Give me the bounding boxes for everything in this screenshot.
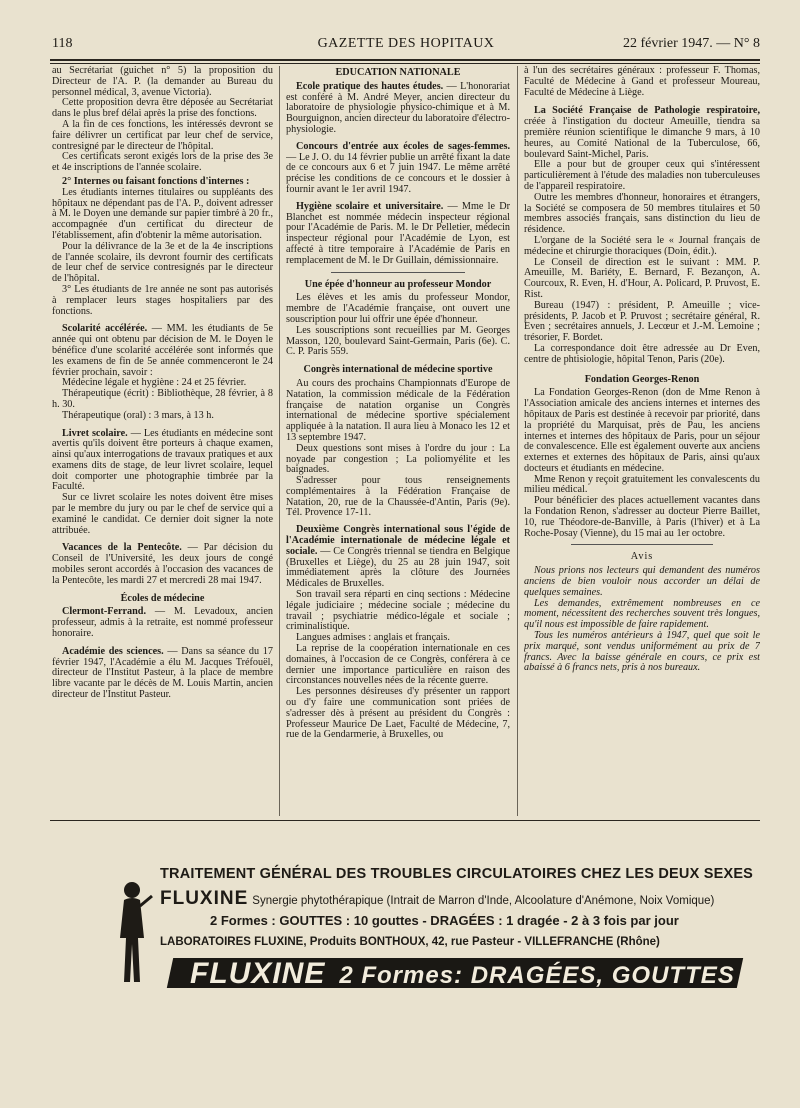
section-title: Écoles de médecine xyxy=(120,592,205,604)
news-item: Ecole pratique des hautes études. — L'honorariat est conféré à M. André Meyer, ancien directeur du laboratoire de physiologie physico-chimique et à M. Bourguignon, ancien directeur du laboratoire d'électro-physiologie. xyxy=(286,80,510,135)
column-divider xyxy=(517,66,518,816)
paragraph: Deux questions sont mises à l'ordre du jour : La noyade par congestion ; La poliomyélite et les baignades. xyxy=(286,442,510,476)
news-item: Deuxième Congrès international sous l'égide de l'Académie internationale de médecine légale et sociale. — Ce Congrès triennal se tiendra en Belgique (Bruxelles et Liège), du 25 au 28 juin 1947, soit immédiatement après la clôture des Journées Médicales de Bruxelles. xyxy=(286,524,510,590)
journal-title: GAZETTE DES HOPITAUX xyxy=(317,36,495,51)
section-heading: 2° Internes ou faisant fonctions d'internes : xyxy=(62,175,250,187)
paragraph: La correspondance doit être adressée au Dr Even, centre de phtisiologie, hôpital Tenon, Paris (20e). xyxy=(524,342,760,365)
column-2 xyxy=(286,66,510,818)
section-title: Une épée d'honneur au professeur Mondor xyxy=(304,278,492,290)
ad-headline: TRAITEMENT GÉNÉRAL DES TROUBLES CIRCULATOIRES CHEZ LES DEUX SEXES xyxy=(160,866,754,882)
paragraph: S'adresser pour tous renseignements complémentaires à la Fédération Française de Natation, 20, rue de la Chaussée-d'Antin, Paris (9e). Tél. Provence 17-11. xyxy=(286,475,510,519)
news-item: Livret scolaire. — Les étudiants en médecine sont avertis qu'ils doivent être porteurs à chaque examen, ainsi qu'aux interrogations de travaux pratiques et aux examens dits de stage, de leur livret scolaire, lequel doit comporter une photographie timbrée par la Faculté. xyxy=(52,427,273,493)
paragraph: 3° Les étudiants de 1re année ne sont pas autorisés à remplacer leurs stages hospitaliers par des fonctions. xyxy=(52,283,273,317)
paragraph: Le Conseil de direction est le suivant : MM. P. Ameuille, M. Bariéty, E. Bernard, F. Bezançon, A. Courcoux, R. Even, H. d'Hour, A. Policard, P. Pruvost, E. Rist. xyxy=(524,256,760,300)
header-rule-thin xyxy=(50,63,760,64)
paragraph: Pour bénéficier des places actuellement vacantes dans la Fondation Renon, s'adresser au docteur Pierre Baillet, 10, rue Théodore-de-Banville, à Paris (l'hiver) et à La Roche-Posay (Vienne), du 15 mai au 1er octobre. xyxy=(524,495,760,539)
paragraph: Les étudiants internes titulaires ou suppléants des hôpitaux ne dépendant pas de l'A. P., doivent adresser à M. le Doyen une demande sur papier timbré à 20 fr., accompagnée d'un certificat du directeur de l'établissement, afin d'obtenir la même autorisation. xyxy=(52,186,273,241)
notice-paragraph: Nous prions nos lecteurs qui demandent des numéros anciens de bien vouloir nous accorder un délai de quelques semaines. xyxy=(524,565,760,598)
paragraph: au Secrétariat (guichet n° 5) la proposition du Directeur de l'A. P. (la demander au Bureau du personnel médical, 3, avenue Victoria). xyxy=(52,66,273,98)
paragraph: Elle a pour but de grouper ceux qui s'intéressent particulièrement à l'étude des maladies non tuberculeuses de l'appareil respiratoire. xyxy=(524,159,760,192)
news-item: Scolarité accélérée. — MM. les étudiants de 5e année qui ont obtenu par décision de M. le Doyen le bénéfice d'une scolarité accélérée sont informés que les examens de fin de 5e année commenceront le 24 février prochain, savoir : xyxy=(52,323,273,378)
notice-paragraph: Tous les numéros antérieurs à 1947, quel que soit le prix marqué, sont vendus uniformément au prix de 7 francs. Avec la baisse générale en cours, ce prix est abaissé à 6 francs nets, pris à nos bureaux. xyxy=(524,630,760,674)
paragraph: Thérapeutique (oral) : 3 mars, à 13 h. xyxy=(62,409,214,421)
paragraph: Les personnes désireuses d'y présenter un rapport ou d'y faire une communication sont priées de s'adresser dès à présent au président du Congrès : Professeur Maurice De Laet, Faculté de Médecine, 7, rue de la Gendarmerie, à Bruxelles, ou xyxy=(286,686,510,741)
ad-laboratory: LABORATOIRES FLUXINE, Produits BONTHOUX, 42, rue Pasteur - VILLEFRANCHE (Rhône) xyxy=(160,936,660,948)
notice-paragraph: Les demandes, extrêmement nombreuses en ce moment, nécessitent des recherches souvent très longues, qu'il nous est impossible de faire rapidement. xyxy=(524,597,760,631)
section-title: Fondation Georges-Renon xyxy=(584,373,700,385)
separator xyxy=(571,544,713,545)
paragraph: Sur ce livret scolaire les notes doivent être mises par le membre du jury ou par le chef de service qui a examiné le candidat. Ce dernier doit signer la note attribuée. xyxy=(52,492,273,536)
news-item: Académie des sciences. — Dans sa séance du 17 février 1947, l'Académie a élu M. Jacques Tréfouël, directeur de l'Institut Pasteur, à la place de membre libre vacante par le décès de M. Louis Martin, ancien directeur de l'Institut Pasteur. xyxy=(52,645,273,701)
news-item: La Société Française de Pathologie respiratoire, créée à l'instigation du docteur Ameuille, tiendra sa première réunion scientifique le dimanche 9 mars, à 10 heures, au Comité National de la Tuberculose, 66, boulevard Saint-Michel, Paris. xyxy=(524,105,760,160)
paragraph: L'organe de la Société sera le « Journal français de médecine et chirurgie thoraciques (Doin, édit.). xyxy=(524,234,760,257)
news-item: Concours d'entrée aux écoles de sages-femmes. — Le J. O. du 14 février publie un arrêté fixant la date de ce concours aux 6 et 7 juin 1947. Le même arrêté précise les conditions de ce concours et le dossier à fournir avant le 1er avril 1947. xyxy=(286,140,510,195)
paragraph: Bureau (1947) : président, P. Ameuille ; vice-présidents, P. Jacob et P. Pruvost ; secrétaire général, R. Even ; secrétaires annuels, J. Lecœur et J.-M. Lemoine ; trésorier, F. Bordet. xyxy=(524,299,760,344)
paragraph: Les élèves et les amis du professeur Mondor, membre de l'Académie française, ont ouvert une souscription pour lui offrir une épée d'honneur. xyxy=(286,292,510,325)
paragraph: Langues admises : anglais et français. xyxy=(296,632,450,644)
ad-banner-brand: FLUXINE xyxy=(190,957,326,990)
paragraph: Les souscriptions sont recueillies par M. Georges Masson, 120, boulevard Saint-Germain, Paris (6e). C. C. P. Paris 559. xyxy=(286,324,510,358)
paragraph: Médecine légale et hygiène : 24 et 25 février. xyxy=(62,377,247,389)
page-number: 118 xyxy=(52,36,73,51)
issue-date: 22 février 1947. — N° 8 xyxy=(622,36,760,51)
fluxine-advertisement xyxy=(110,838,760,1008)
ad-composition: FLUXINE Synergie phytothérapique (Intrait de Marron d'Inde, Alcoolature d'Anémone, Noix Vomique) xyxy=(160,888,715,909)
paragraph: A la fin de ces fonctions, les intéressés devront se faire délivrer un certificat par leur chef de service, contresigné par le directeur de l'hôpital. xyxy=(52,118,273,152)
paragraph: Son travail sera réparti en cinq sections : Médecine légale judiciaire ; médecine sociale ; médecine du travail ; psychiatrie médico-légale et sociale ; criminalistique. xyxy=(286,589,510,633)
paragraph: Au cours des prochains Championnats d'Europe de Natation, la commission médicale de la Fédération française de natation organise un Congrès international de médecine sportive spécialement appliquée à la natation. Il aura lieu à Monaco les 12 et 13 septembre 1947. xyxy=(286,377,510,443)
news-item: Hygiène scolaire et universitaire. — Mme le Dr Blanchet est nommée médecin inspecteur régional pour l'Académie de Paris. M. le Dr Pelletier, médecin inspecteur régional pour l'Académie de Lyon, est affecté à titre temporaire à l'Académie de Paris en remplacement de M. le Dr Guillain, démissionnaire. xyxy=(286,200,510,266)
section-title: Avis xyxy=(630,551,654,563)
paragraph: Cette proposition devra être déposée au Secrétariat dans le plus bref délai après la prise des fonctions. xyxy=(52,97,273,120)
section-title: Congrès international de médecine sportive xyxy=(303,364,493,376)
paragraph: Ces certificats seront exigés lors de la prise des 3e et 4e inscriptions de l'année scolaire. xyxy=(52,151,273,174)
separator xyxy=(331,272,465,273)
page-header xyxy=(52,36,760,56)
paragraph: Mme Renon y reçoit gratuitement les convalescents du milieu médical. xyxy=(524,473,760,496)
footer-rule xyxy=(50,820,760,821)
paragraph: à l'un des secrétaires généraux : professeur F. Thomas, Faculté de Médecine à Gand et professeur Moureau, Faculté de Médecine à Liège. xyxy=(524,66,760,98)
header-rule xyxy=(50,59,760,61)
paragraph: Pour la délivrance de la 3e et de la 4e inscriptions de l'année scolaire, ils devront fournir des certificats de leur chef de service contresignés par le directeur de l'hôpital. xyxy=(52,240,273,285)
news-item: Vacances de la Pentecôte. — Par décision du Conseil de l'Université, les deux jours de congé mobiles seront accordés à l'occasion des vacances de la Pentecôte, les mardi 27 et mercredi 28 mai 1947. xyxy=(52,542,273,586)
ad-banner-text xyxy=(190,959,750,989)
female-figure-icon xyxy=(110,878,154,988)
paragraph: La reprise de la coopération internationale en ces domaines, à l'occasion de ce Congrès, conférera à ce dernier une importance particulière en raison des circonstances nouvelles nées de la récente guerre. xyxy=(286,643,510,687)
column-divider xyxy=(279,66,280,816)
ad-dosage: 2 Formes : GOUTTES : 10 gouttes - DRAGÉES : 1 dragée - 2 à 3 fois par jour xyxy=(210,913,679,928)
paragraph: Thérapeutique (écrit) : Bibliothèque, 28 février, à 8 h. 30. xyxy=(52,388,273,410)
ad-banner-forms: 2 Formes: DRAGÉES, GOUTTES xyxy=(339,962,735,989)
section-title: EDUCATION NATIONALE xyxy=(335,67,461,78)
paragraph: Outre les membres d'honneur, honoraires et étrangers, la Société se composera de 50 membres titulaires et 50 membres associés français, sans distinction du lieu de résidence. xyxy=(524,191,760,236)
paragraph: La Fondation Georges-Renon (don de Mme Renon à l'Association amicale des anciens internes et internes des hôpitaux de Paris est destinée à recevoir par priorité, dans la propriété du Marquisat, près de Pau, les anciens internes et internes des hôpitaux de Paris, pour un séjour de convalescence. Elle est également ouverte aux anciens externes et externes des hôpitaux de Paris, ainsi qu'aux docteurs et étudiants en médecine. xyxy=(524,387,760,474)
news-item: Clermont-Ferrand. — M. Levadoux, ancien professeur, admis à la retraite, est nommé professeur honoraire. xyxy=(52,606,273,640)
ad-brand: FLUXINE xyxy=(160,888,249,909)
column-3 xyxy=(524,66,760,818)
column-1 xyxy=(52,66,273,818)
